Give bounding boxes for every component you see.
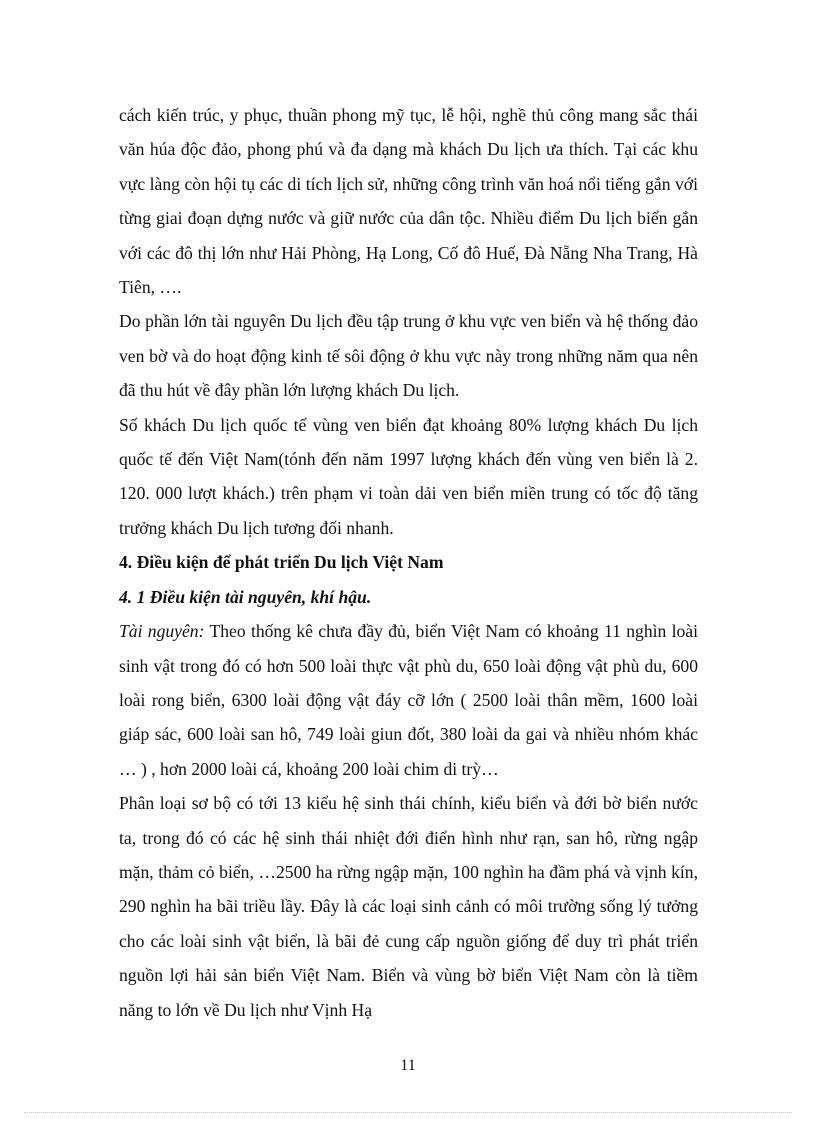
subsection-heading: 4. 1 Điều kiện tài nguyên, khí hậu. xyxy=(119,586,372,607)
page-number: 11 xyxy=(400,1057,416,1074)
paragraph-international-visitors: Số khách Du lịch quốc tế vùng ven biển đạt khoảng 80% lượng khách Du lịch quốc tế đến Việt Nam(tónh đến năm 1997 lượng khách đến vùng ven biển là 2. 120. 000 lượt khách.) trên phạm vi toàn dải ven biển miền trung có tốc độ tăng trưởng khách Du lịch tương đối nhanh. xyxy=(119,414,698,538)
resources-text: Theo thống kê chưa đầy đủ, biển Việt Nam có khoảng 11 nghìn loài sinh vật trong đó có hơn 500 loài thực vật phù du, 650 loài động vật phù du, 600 loài rong biển, 6300 loài động vật đáy cỡ lớn ( 2500 loài thân mềm, 1600 loài giáp sác, 600 loài san hô, 749 loài giun đốt, 380 loài da gai và nhiều nhóm khác … ) , hơn 2000 loài cá, khoảng 200 loài chim di trỳ… xyxy=(119,621,699,779)
paragraph-coastal-resources: Do phần lớn tài nguyên Du lịch đều tập trung ở khu vực ven biển và hệ thống đảo ven bờ và do hoạt động kinh tế sôi động ở khu vực này trong những năm qua nên đã thu hút về đây phần lớn lượng khách Du lịch. xyxy=(119,311,698,401)
page-body xyxy=(119,98,698,1027)
resources-lead: Tài nguyên: xyxy=(119,621,205,642)
paragraph-resources xyxy=(119,614,698,786)
paragraph-culture: cách kiến trúc, y phục, thuần phong mỹ tục, lễ hội, nghề thủ công mang sắc thái văn húa độc đảo, phong phú và đa dạng mà khách Du lịch ưa thích. Tại các khu vực làng còn hội tụ các di tích lịch sử, những công trình văn hoá nổi tiếng gắn với từng giai đoạn dựng nước và giữ nước của dân tộc. Nhiều điểm Du lịch biển gắn với các đô thị lớn như Hải Phòng, Hạ Long, Cố đô Huế, Đà Nẵng Nha Trang, Hà Tiên, …. xyxy=(119,105,698,298)
page-bottom-divider xyxy=(24,1112,792,1113)
paragraph-ecosystems: Phân loại sơ bộ có tới 13 kiểu hệ sinh thái chính, kiểu biển và đới bờ biển nước ta, trong đó có các hệ sinh thái nhiệt đới điển hình như rạn, san hô, rừng ngập mặn, thảm cỏ biển, …2500 ha rừng ngập mặn, 100 nghìn ha đầm phá và vịnh kín, 290 nghìn ha bãi triều lầy. Đây là các loại sinh cảnh có môi trường sống lý tưởng cho các loài sinh vật biển, là bãi đẻ cung cấp nguồn giống để duy trì phát triển nguồn lợi hải sản biển Việt Nam. Biển và vùng bờ biển Việt Nam còn là tiềm năng to lớn về Du lịch như Vịnh Hạ xyxy=(119,793,698,1020)
section-heading: 4. Điều kiện để phát triển Du lịch Việt Nam xyxy=(119,552,444,573)
